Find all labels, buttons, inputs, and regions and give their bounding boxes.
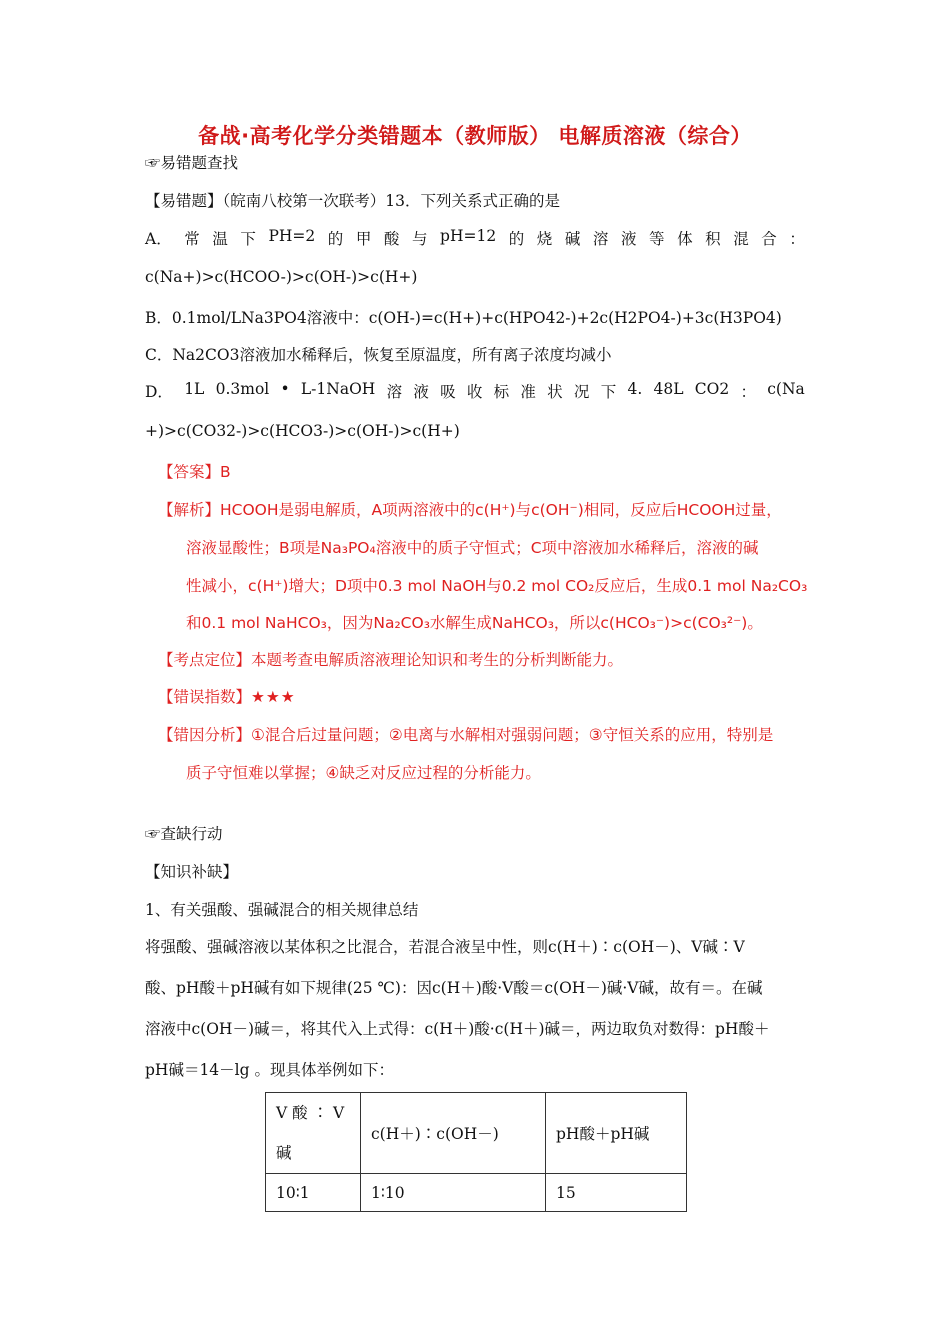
table-cell: 15	[546, 1174, 687, 1212]
option-token: 烧	[536, 230, 553, 248]
option-token: 的	[508, 230, 525, 248]
option-d-line1	[145, 380, 805, 402]
option-token: 常	[184, 230, 200, 248]
knowledge-paragraph-line3: 溶液中c(OH－)碱＝，将其代入上式得：c(H＋)酸·c(H＋)碱＝，两边取负对数得：pH酸＋	[145, 1020, 770, 1038]
section-heading-fill-gaps: ☞查缺行动	[145, 825, 223, 843]
analysis-line3: 性减小，c(H⁺)增大；D项中0.3 mol NaOH与0.2 mol CO₂反应后，生成0.1 mol Na₂CO₃	[186, 577, 808, 595]
option-c: C．Na2CO3溶液加水稀释后，恢复至原温度，所有离子浓度均减小	[145, 346, 612, 364]
option-token: 0.3mol	[215, 380, 270, 398]
option-token: 溶	[592, 230, 609, 248]
option-token: •	[280, 380, 290, 398]
option-token: 温	[212, 230, 228, 248]
table-header-row	[266, 1093, 687, 1174]
option-token: 下	[240, 230, 256, 248]
table-cell: 1∶10	[361, 1174, 546, 1212]
option-token: 体	[677, 230, 693, 248]
table-header-cell: V 酸 ∶ V 碱	[266, 1093, 361, 1174]
option-token: 48L	[653, 380, 684, 398]
option-token: ：	[789, 230, 805, 248]
cause-line1: 【错因分析】①混合后过量问题；②电离与水解相对强弱问题；③守恒关系的应用，特别是	[158, 726, 774, 744]
option-token: PH=2	[268, 227, 316, 245]
option-token: pH=12	[440, 227, 497, 245]
option-token: L-1NaOH	[300, 380, 376, 398]
table-row	[266, 1174, 687, 1212]
option-token: 甲	[355, 230, 372, 248]
option-token: 与	[411, 230, 428, 248]
question-stem: 【易错题】（皖南八校第一次联考）13．下列关系式正确的是	[145, 192, 560, 210]
table-header-cell: c(H＋)∶c(OH－)	[361, 1093, 546, 1174]
table-cell: 10∶1	[266, 1174, 361, 1212]
option-token: 准	[520, 383, 536, 401]
option-token: 1L	[184, 380, 205, 398]
option-b: B．0.1mol/LNa3PO4溶液中：c(OH-)=c(H+)+c(HPO42-)+2c(H2PO4-)+3c(H3PO4)	[145, 309, 782, 327]
option-token: 碱	[564, 230, 581, 248]
knowledge-paragraph-line1: 将强酸、强碱溶液以某体积之比混合，若混合液呈中性，则c(H＋)∶c(OH－)、V碱∶V	[145, 938, 745, 956]
option-token: ：	[740, 383, 756, 401]
rules-table	[265, 1092, 687, 1212]
star-rating-icon: ★★★	[251, 688, 296, 706]
difficulty-label: 【错误指数】	[158, 688, 252, 706]
option-token: 吸	[440, 383, 456, 401]
answer-label: 【答案】B	[158, 463, 231, 481]
option-token: 收	[466, 383, 483, 401]
knowledge-paragraph-line2: 酸、pH酸＋pH碱有如下规律(25 ℃)：因c(H＋)酸·V酸＝c(OH－)碱·V碱，故有＝。在碱	[145, 979, 763, 997]
analysis-line1: 【解析】HCOOH是弱电解质，A项两溶液中的c(H⁺)与c(OH⁻)相同，反应后HCOOH过量，	[158, 501, 782, 519]
knowledge-paragraph-line4: pH碱＝14－lg 。现具体举例如下：	[145, 1061, 394, 1079]
option-token: 液	[620, 230, 637, 248]
exam-point: 【考点定位】本题考查电解质溶液理论知识和考生的分析判断能力。	[158, 651, 624, 669]
option-token: 状	[547, 383, 563, 401]
option-token: c(Na	[767, 380, 805, 398]
option-token: 合	[761, 230, 777, 248]
knowledge-label: 【知识补缺】	[145, 863, 239, 881]
option-token: CO2	[694, 380, 730, 398]
difficulty-row	[158, 685, 296, 707]
option-a-line1	[145, 227, 805, 249]
option-token: 积	[705, 230, 721, 248]
option-token: 下	[600, 383, 617, 401]
option-token: 液	[413, 383, 429, 401]
option-token: 等	[649, 230, 665, 248]
option-token: 况	[573, 383, 590, 401]
document-title: 备战·高考化学分类错题本（教师版） 电解质溶液（综合）	[198, 124, 752, 148]
knowledge-heading: 1、有关强酸、强碱混合的相关规律总结	[145, 901, 419, 919]
option-d-line2: +)>c(CO32-)>c(HCO3-)>c(OH-)>c(H+)	[145, 422, 460, 440]
cause-line2: 质子守恒难以掌握；④缺乏对反应过程的分析能力。	[186, 764, 541, 782]
option-token: 标	[493, 383, 510, 401]
option-token: 4.	[627, 380, 643, 398]
section-heading-find-errors: ☞易错题查找	[145, 154, 239, 172]
option-token: D．	[145, 383, 173, 401]
table-header-cell: pH酸＋pH碱	[546, 1093, 687, 1174]
option-a-line2: c(Na+)>c(HCOO-)>c(OH-)>c(H+)	[145, 268, 418, 286]
analysis-line4: 和0.1 mol NaHCO₃，因为Na₂CO₃水解生成NaHCO₃，所以c(HCO₃⁻)>c(CO₃²⁻)。	[186, 614, 763, 632]
option-token: 混	[733, 230, 749, 248]
option-token: 的	[327, 230, 344, 248]
analysis-line2: 溶液显酸性；B项是Na₃PO₄溶液中的质子守恒式；C项中溶液加水稀释后，溶液的碱	[186, 539, 759, 557]
option-token: A．	[145, 230, 172, 248]
option-token: 溶	[386, 383, 403, 401]
option-token: 酸	[383, 230, 400, 248]
